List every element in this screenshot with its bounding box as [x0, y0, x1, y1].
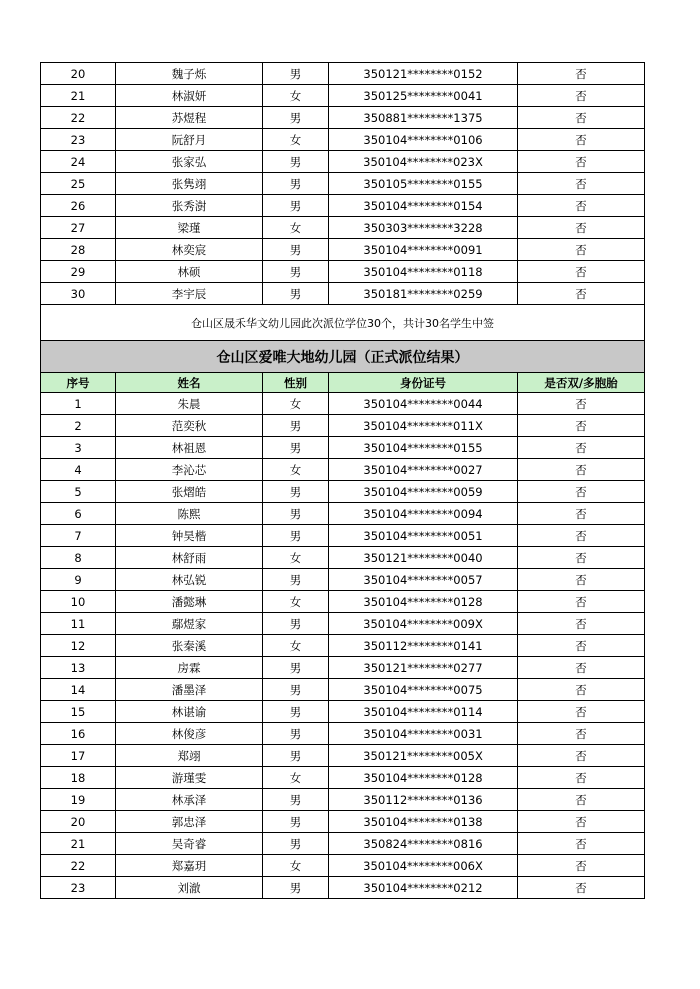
- cell-multi: 否: [518, 283, 645, 305]
- cell-name: 潘懿琳: [116, 591, 263, 613]
- cell-id: 350104********0094: [329, 503, 518, 525]
- table-row: [41, 151, 645, 173]
- section-title: 仓山区爱唯大地幼儿园（正式派位结果）: [41, 341, 645, 373]
- table-row: [41, 635, 645, 657]
- cell-name: 阮舒月: [116, 129, 263, 151]
- cell-no: 25: [41, 173, 116, 195]
- cell-gender: 男: [263, 569, 329, 591]
- cell-gender: 女: [263, 855, 329, 877]
- cell-multi: 否: [518, 239, 645, 261]
- cell-no: 3: [41, 437, 116, 459]
- cell-name: 苏煜程: [116, 107, 263, 129]
- table-row: [41, 393, 645, 415]
- cell-name: 潘墨泽: [116, 679, 263, 701]
- cell-multi: 否: [518, 635, 645, 657]
- cell-gender: 女: [263, 393, 329, 415]
- table-row: [41, 85, 645, 107]
- table-row: [41, 811, 645, 833]
- cell-id: 350104********0091: [329, 239, 518, 261]
- cell-id: 350104********0155: [329, 437, 518, 459]
- cell-multi: 否: [518, 547, 645, 569]
- cell-id: 350104********0051: [329, 525, 518, 547]
- table-row: [41, 701, 645, 723]
- cell-multi: 否: [518, 437, 645, 459]
- cell-id: 350104********011X: [329, 415, 518, 437]
- previous-summary-row: [41, 305, 645, 341]
- cell-multi: 否: [518, 217, 645, 239]
- cell-gender: 男: [263, 195, 329, 217]
- cell-name: 张熠皓: [116, 481, 263, 503]
- table-row: [41, 591, 645, 613]
- cell-name: 张家弘: [116, 151, 263, 173]
- cell-multi: 否: [518, 789, 645, 811]
- table-row: [41, 723, 645, 745]
- cell-no: 1: [41, 393, 116, 415]
- cell-gender: 女: [263, 129, 329, 151]
- table-row: [41, 217, 645, 239]
- table-row: [41, 833, 645, 855]
- cell-multi: 否: [518, 657, 645, 679]
- cell-no: 9: [41, 569, 116, 591]
- cell-gender: 男: [263, 613, 329, 635]
- cell-multi: 否: [518, 63, 645, 85]
- table-row: [41, 195, 645, 217]
- cell-no: 12: [41, 635, 116, 657]
- cell-no: 28: [41, 239, 116, 261]
- cell-name: 林承泽: [116, 789, 263, 811]
- table-row: [41, 547, 645, 569]
- cell-no: 30: [41, 283, 116, 305]
- cell-no: 5: [41, 481, 116, 503]
- cell-name: 张秦溪: [116, 635, 263, 657]
- table-row: [41, 261, 645, 283]
- cell-id: 350104********0057: [329, 569, 518, 591]
- cell-multi: 否: [518, 415, 645, 437]
- cell-multi: 否: [518, 591, 645, 613]
- cell-id: 350881********1375: [329, 107, 518, 129]
- cell-id: 350104********0128: [329, 591, 518, 613]
- cell-multi: 否: [518, 481, 645, 503]
- table-row: [41, 63, 645, 85]
- table-row: [41, 503, 645, 525]
- cell-multi: 否: [518, 107, 645, 129]
- table-row: [41, 283, 645, 305]
- cell-name: 李宇辰: [116, 283, 263, 305]
- cell-name: 林弘锐: [116, 569, 263, 591]
- cell-name: 鄢煜家: [116, 613, 263, 635]
- cell-name: 郑翊: [116, 745, 263, 767]
- cell-id: 350104********0027: [329, 459, 518, 481]
- table-row: [41, 459, 645, 481]
- table-row: [41, 657, 645, 679]
- cell-name: 张隽翊: [116, 173, 263, 195]
- cell-gender: 男: [263, 679, 329, 701]
- cell-multi: 否: [518, 877, 645, 899]
- cell-gender: 女: [263, 459, 329, 481]
- table-header-row: [41, 373, 645, 393]
- cell-name: 房霖: [116, 657, 263, 679]
- cell-no: 26: [41, 195, 116, 217]
- cell-no: 23: [41, 877, 116, 899]
- table-row: [41, 855, 645, 877]
- cell-no: 13: [41, 657, 116, 679]
- results-table: [40, 304, 645, 899]
- header-id: 身份证号: [329, 373, 518, 393]
- cell-id: 350112********0141: [329, 635, 518, 657]
- cell-gender: 男: [263, 877, 329, 899]
- table-row: [41, 173, 645, 195]
- table-row: [41, 437, 645, 459]
- table-row: [41, 789, 645, 811]
- cell-gender: 男: [263, 261, 329, 283]
- cell-name: 林淑妍: [116, 85, 263, 107]
- results-body: [41, 393, 645, 899]
- cell-no: 16: [41, 723, 116, 745]
- cell-id: 350181********0259: [329, 283, 518, 305]
- header-name: 姓名: [116, 373, 263, 393]
- cell-no: 23: [41, 129, 116, 151]
- table-row: [41, 745, 645, 767]
- cell-id: 350121********0152: [329, 63, 518, 85]
- cell-gender: 男: [263, 701, 329, 723]
- cell-multi: 否: [518, 393, 645, 415]
- cell-multi: 否: [518, 173, 645, 195]
- cell-id: 350104********0138: [329, 811, 518, 833]
- section-title-row: [41, 341, 645, 373]
- cell-no: 19: [41, 789, 116, 811]
- cell-gender: 男: [263, 173, 329, 195]
- table-row: [41, 569, 645, 591]
- header-multi: 是否双/多胞胎: [518, 373, 645, 393]
- cell-id: 350121********0277: [329, 657, 518, 679]
- cell-id: 350104********0212: [329, 877, 518, 899]
- cell-name: 林奕宸: [116, 239, 263, 261]
- cell-id: 350104********0128: [329, 767, 518, 789]
- cell-no: 21: [41, 85, 116, 107]
- cell-multi: 否: [518, 833, 645, 855]
- cell-id: 350104********009X: [329, 613, 518, 635]
- cell-no: 4: [41, 459, 116, 481]
- cell-gender: 男: [263, 437, 329, 459]
- cell-multi: 否: [518, 767, 645, 789]
- cell-name: 魏子烁: [116, 63, 263, 85]
- cell-name: 林谌谕: [116, 701, 263, 723]
- cell-name: 朱晨: [116, 393, 263, 415]
- cell-multi: 否: [518, 503, 645, 525]
- cell-name: 林祖恩: [116, 437, 263, 459]
- cell-gender: 男: [263, 151, 329, 173]
- cell-no: 2: [41, 415, 116, 437]
- cell-gender: 男: [263, 833, 329, 855]
- cell-name: 游瑾雯: [116, 767, 263, 789]
- cell-no: 11: [41, 613, 116, 635]
- cell-multi: 否: [518, 855, 645, 877]
- cell-gender: 男: [263, 107, 329, 129]
- cell-id: 350104********0154: [329, 195, 518, 217]
- cell-gender: 男: [263, 239, 329, 261]
- cell-no: 8: [41, 547, 116, 569]
- cell-no: 18: [41, 767, 116, 789]
- cell-multi: 否: [518, 745, 645, 767]
- cell-id: 350125********0041: [329, 85, 518, 107]
- cell-no: 20: [41, 63, 116, 85]
- cell-no: 24: [41, 151, 116, 173]
- cell-gender: 女: [263, 547, 329, 569]
- previous-results-body: [41, 63, 645, 305]
- table-row: [41, 877, 645, 899]
- header-no: 序号: [41, 373, 116, 393]
- cell-id: 350121********005X: [329, 745, 518, 767]
- cell-name: 林硕: [116, 261, 263, 283]
- cell-no: 27: [41, 217, 116, 239]
- table-row: [41, 613, 645, 635]
- cell-gender: 男: [263, 63, 329, 85]
- cell-no: 20: [41, 811, 116, 833]
- cell-name: 林俊彦: [116, 723, 263, 745]
- cell-name: 范奕秋: [116, 415, 263, 437]
- table-row: [41, 107, 645, 129]
- cell-multi: 否: [518, 85, 645, 107]
- cell-no: 22: [41, 107, 116, 129]
- cell-multi: 否: [518, 679, 645, 701]
- table-row: [41, 525, 645, 547]
- cell-no: 22: [41, 855, 116, 877]
- cell-id: 350104********0031: [329, 723, 518, 745]
- cell-multi: 否: [518, 613, 645, 635]
- cell-name: 郭忠泽: [116, 811, 263, 833]
- cell-multi: 否: [518, 261, 645, 283]
- cell-name: 林舒雨: [116, 547, 263, 569]
- cell-name: 郑嘉玥: [116, 855, 263, 877]
- cell-name: 陈熙: [116, 503, 263, 525]
- cell-gender: 男: [263, 723, 329, 745]
- cell-gender: 男: [263, 503, 329, 525]
- cell-id: 350104********023X: [329, 151, 518, 173]
- table-row: [41, 481, 645, 503]
- cell-no: 10: [41, 591, 116, 613]
- cell-id: 350105********0155: [329, 173, 518, 195]
- cell-id: 350303********3228: [329, 217, 518, 239]
- cell-name: 刘澈: [116, 877, 263, 899]
- cell-gender: 男: [263, 415, 329, 437]
- cell-gender: 女: [263, 767, 329, 789]
- cell-id: 350104********0106: [329, 129, 518, 151]
- cell-gender: 女: [263, 85, 329, 107]
- previous-results-table: [40, 62, 645, 305]
- cell-name: 李沁芯: [116, 459, 263, 481]
- cell-multi: 否: [518, 811, 645, 833]
- cell-id: 350104********006X: [329, 855, 518, 877]
- cell-id: 350104********0059: [329, 481, 518, 503]
- cell-name: 梁瑾: [116, 217, 263, 239]
- cell-gender: 女: [263, 217, 329, 239]
- cell-multi: 否: [518, 459, 645, 481]
- cell-gender: 男: [263, 789, 329, 811]
- cell-multi: 否: [518, 723, 645, 745]
- cell-name: 吴奇睿: [116, 833, 263, 855]
- table-row: [41, 239, 645, 261]
- cell-id: 350104********0118: [329, 261, 518, 283]
- cell-multi: 否: [518, 151, 645, 173]
- header-gender: 性别: [263, 373, 329, 393]
- cell-id: 350112********0136: [329, 789, 518, 811]
- cell-no: 6: [41, 503, 116, 525]
- cell-gender: 男: [263, 525, 329, 547]
- cell-id: 350104********0114: [329, 701, 518, 723]
- cell-name: 张秀澍: [116, 195, 263, 217]
- table-row: [41, 679, 645, 701]
- cell-no: 15: [41, 701, 116, 723]
- cell-no: 17: [41, 745, 116, 767]
- cell-no: 21: [41, 833, 116, 855]
- cell-no: 29: [41, 261, 116, 283]
- table-row: [41, 129, 645, 151]
- cell-gender: 男: [263, 657, 329, 679]
- cell-multi: 否: [518, 525, 645, 547]
- cell-gender: 男: [263, 481, 329, 503]
- cell-multi: 否: [518, 129, 645, 151]
- table-row: [41, 767, 645, 789]
- cell-gender: 男: [263, 811, 329, 833]
- cell-name: 钟昊楷: [116, 525, 263, 547]
- cell-gender: 女: [263, 591, 329, 613]
- previous-summary-note: 仓山区晟禾华文幼儿园此次派位学位30个，共计30名学生中签: [41, 305, 645, 341]
- cell-no: 7: [41, 525, 116, 547]
- cell-gender: 女: [263, 635, 329, 657]
- cell-id: 350824********0816: [329, 833, 518, 855]
- cell-gender: 男: [263, 283, 329, 305]
- cell-id: 350104********0075: [329, 679, 518, 701]
- cell-gender: 男: [263, 745, 329, 767]
- cell-multi: 否: [518, 195, 645, 217]
- cell-id: 350121********0040: [329, 547, 518, 569]
- cell-no: 14: [41, 679, 116, 701]
- cell-id: 350104********0044: [329, 393, 518, 415]
- table-row: [41, 415, 645, 437]
- cell-multi: 否: [518, 701, 645, 723]
- cell-multi: 否: [518, 569, 645, 591]
